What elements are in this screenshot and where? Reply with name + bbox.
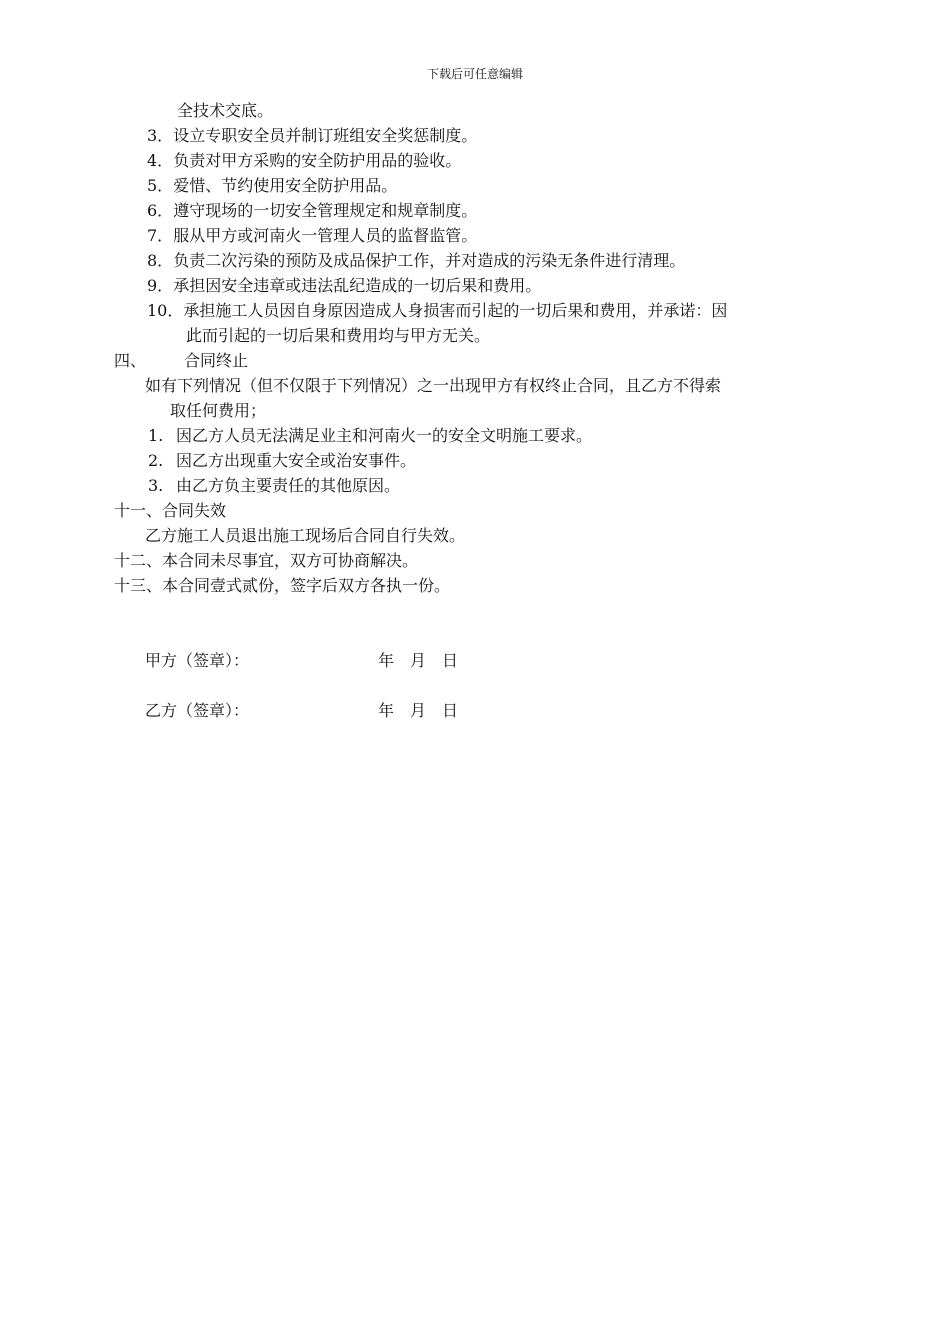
list-item-number: 6． — [147, 201, 174, 220]
list-item-text: 承担因安全违章或违法乱纪造成的一切后果和费用。 — [173, 276, 542, 295]
list-item-continuation: 全技术交底。 — [177, 101, 274, 120]
list-item-number: 5． — [147, 176, 174, 195]
page-header: 下载后可任意编辑 — [426, 67, 523, 81]
list-item-text: 遵守现场的一切安全管理规定和规章制度。 — [173, 201, 478, 220]
list-item-number: 3． — [147, 126, 174, 145]
list-item-number: 1. — [148, 426, 164, 445]
signature-date-b: 年 月 日 — [378, 701, 459, 720]
list-item — [147, 173, 397, 198]
list-item — [147, 148, 461, 173]
list-item-number: 10． — [147, 301, 184, 320]
list-item-number: 8． — [147, 251, 174, 270]
section-heading: 十二、本合同未尽事宜，双方可协商解决。 — [114, 551, 419, 570]
section-heading: 十三、本合同壹式贰份，签字后双方各执一份。 — [114, 576, 451, 595]
section-number: 四、 — [114, 351, 147, 370]
paragraph: 乙方施工人员退出施工现场后合同自行失效。 — [145, 526, 466, 545]
list-item — [147, 223, 477, 248]
list-item-text: 负责二次污染的预防及成品保护工作，并对造成的污染无条件进行清理。 — [173, 251, 686, 270]
list-item-text: 服从甲方或河南火一管理人员的监督监管。 — [173, 226, 478, 245]
list-item — [147, 248, 685, 273]
signature-party-a: 甲方（签章）： — [145, 651, 250, 670]
list-item-number: 9． — [147, 276, 174, 295]
list-item-number: 4． — [147, 151, 174, 170]
paragraph: 如有下列情况（但不仅限于下列情况）之一出现甲方有权终止合同，且乙方不得索 — [145, 376, 722, 395]
list-item-text: 负责对甲方采购的安全防护用品的验收。 — [173, 151, 462, 170]
list-item-text: 承担施工人员因自身原因造成人身损害而引起的一切后果和费用，并承诺：因 — [183, 301, 728, 320]
list-item-continuation: 此而引起的一切后果和费用均与甲方无关。 — [186, 326, 491, 345]
list-item-text: 设立专职安全员并制订班组安全奖惩制度。 — [173, 126, 478, 145]
list-item-number: 2. — [148, 451, 164, 470]
section-heading: 十一、合同失效 — [114, 501, 227, 520]
list-item — [148, 473, 400, 498]
section-title: 合同终止 — [184, 351, 249, 370]
list-item — [148, 448, 416, 473]
list-item — [147, 298, 727, 323]
list-item-number: 7． — [147, 226, 174, 245]
list-item-text: 因乙方人员无法满足业主和河南火一的安全文明施工要求。 — [176, 426, 593, 445]
list-item-text: 爱惜、节约使用安全防护用品。 — [173, 176, 398, 195]
signature-date-a: 年 月 日 — [378, 651, 459, 670]
list-item — [148, 423, 592, 448]
list-item — [147, 273, 541, 298]
paragraph-continuation: 取任何费用； — [170, 401, 267, 420]
list-item-text: 由乙方负主要责任的其他原因。 — [176, 476, 401, 495]
list-item — [147, 123, 477, 148]
list-item-number: 3. — [148, 476, 164, 495]
section-heading — [114, 348, 248, 373]
list-item-text: 因乙方出现重大安全或治安事件。 — [176, 451, 417, 470]
list-item — [147, 198, 477, 223]
signature-party-b: 乙方（签章）： — [145, 701, 250, 720]
